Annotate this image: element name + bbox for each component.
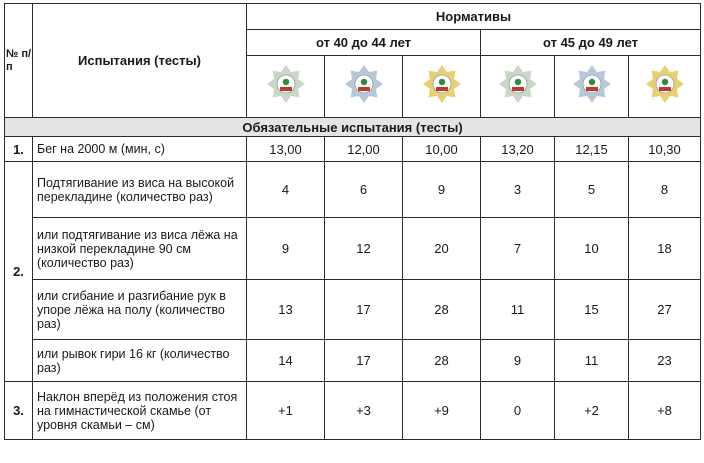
norm-value: 10 [555, 218, 629, 280]
table-row [5, 280, 701, 340]
table-row [5, 382, 701, 440]
badge-cell [481, 56, 555, 118]
norm-value: +3 [325, 382, 403, 440]
norm-value: 27 [629, 280, 701, 340]
norm-value: 28 [403, 280, 481, 340]
norm-value: 6 [325, 162, 403, 218]
norm-value: 28 [403, 340, 481, 382]
norm-value: 17 [325, 340, 403, 382]
norm-value: 12,15 [555, 137, 629, 162]
norm-value: 17 [325, 280, 403, 340]
test-name: или подтягивание из виса лёжа на низкой перекладине 90 см (количество раз) [33, 218, 247, 280]
norm-value: +9 [403, 382, 481, 440]
norms-table-container [4, 3, 700, 440]
norm-value: 9 [247, 218, 325, 280]
gold-gto-badge-icon [645, 62, 685, 108]
header-norms: Нормативы [247, 4, 701, 30]
norm-value: +8 [629, 382, 701, 440]
norm-value: 13,20 [481, 137, 555, 162]
norm-value: 20 [403, 218, 481, 280]
test-name: Подтягивание из виса на высокой перекладине (количество раз) [33, 162, 247, 218]
norm-value: 23 [629, 340, 701, 382]
norm-value: 18 [629, 218, 701, 280]
test-name: или рывок гири 16 кг (количество раз) [33, 340, 247, 382]
header-tests-col: Испытания (тесты) [33, 4, 247, 118]
badge-cell [325, 56, 403, 118]
header-number-col: № п/п [5, 4, 33, 118]
row-number: 1. [5, 137, 33, 162]
badge-cell [555, 56, 629, 118]
norm-value: 0 [481, 382, 555, 440]
norm-value: 12,00 [325, 137, 403, 162]
norm-value: 13 [247, 280, 325, 340]
table-row [5, 137, 701, 162]
badge-cell [629, 56, 701, 118]
silver-gto-badge-icon [572, 62, 612, 108]
age-group-40-44: от 40 до 44 лет [247, 30, 481, 56]
norm-value: 10,30 [629, 137, 701, 162]
norm-value: +2 [555, 382, 629, 440]
table-row [5, 218, 701, 280]
norm-value: 9 [481, 340, 555, 382]
silver-gto-badge-icon [344, 62, 384, 108]
row-number: 2. [5, 162, 33, 382]
section-title: Обязательные испытания (тесты) [5, 118, 701, 137]
norm-value: 3 [481, 162, 555, 218]
age-group-45-49: от 45 до 49 лет [481, 30, 701, 56]
bronze-gto-badge-icon [498, 62, 538, 108]
norm-value: 5 [555, 162, 629, 218]
norm-value: 11 [481, 280, 555, 340]
norm-value: 7 [481, 218, 555, 280]
norm-value: 11 [555, 340, 629, 382]
norm-value: 10,00 [403, 137, 481, 162]
table-row [5, 162, 701, 218]
norms-table [4, 3, 701, 440]
table-row [5, 340, 701, 382]
test-name: Бег на 2000 м (мин, с) [33, 137, 247, 162]
norm-value: 8 [629, 162, 701, 218]
norm-value: 15 [555, 280, 629, 340]
gold-gto-badge-icon [422, 62, 462, 108]
badge-cell [247, 56, 325, 118]
norm-value: +1 [247, 382, 325, 440]
norm-value: 12 [325, 218, 403, 280]
norm-value: 9 [403, 162, 481, 218]
row-number: 3. [5, 382, 33, 440]
badge-cell [403, 56, 481, 118]
test-name: или сгибание и разгибание рук в упоре лёжа на полу (количество раз) [33, 280, 247, 340]
norm-value: 13,00 [247, 137, 325, 162]
norm-value: 4 [247, 162, 325, 218]
test-name: Наклон вперёд из положения стоя на гимнастической скамье (от уровня скамьи – см) [33, 382, 247, 440]
norm-value: 14 [247, 340, 325, 382]
bronze-gto-badge-icon [266, 62, 306, 108]
